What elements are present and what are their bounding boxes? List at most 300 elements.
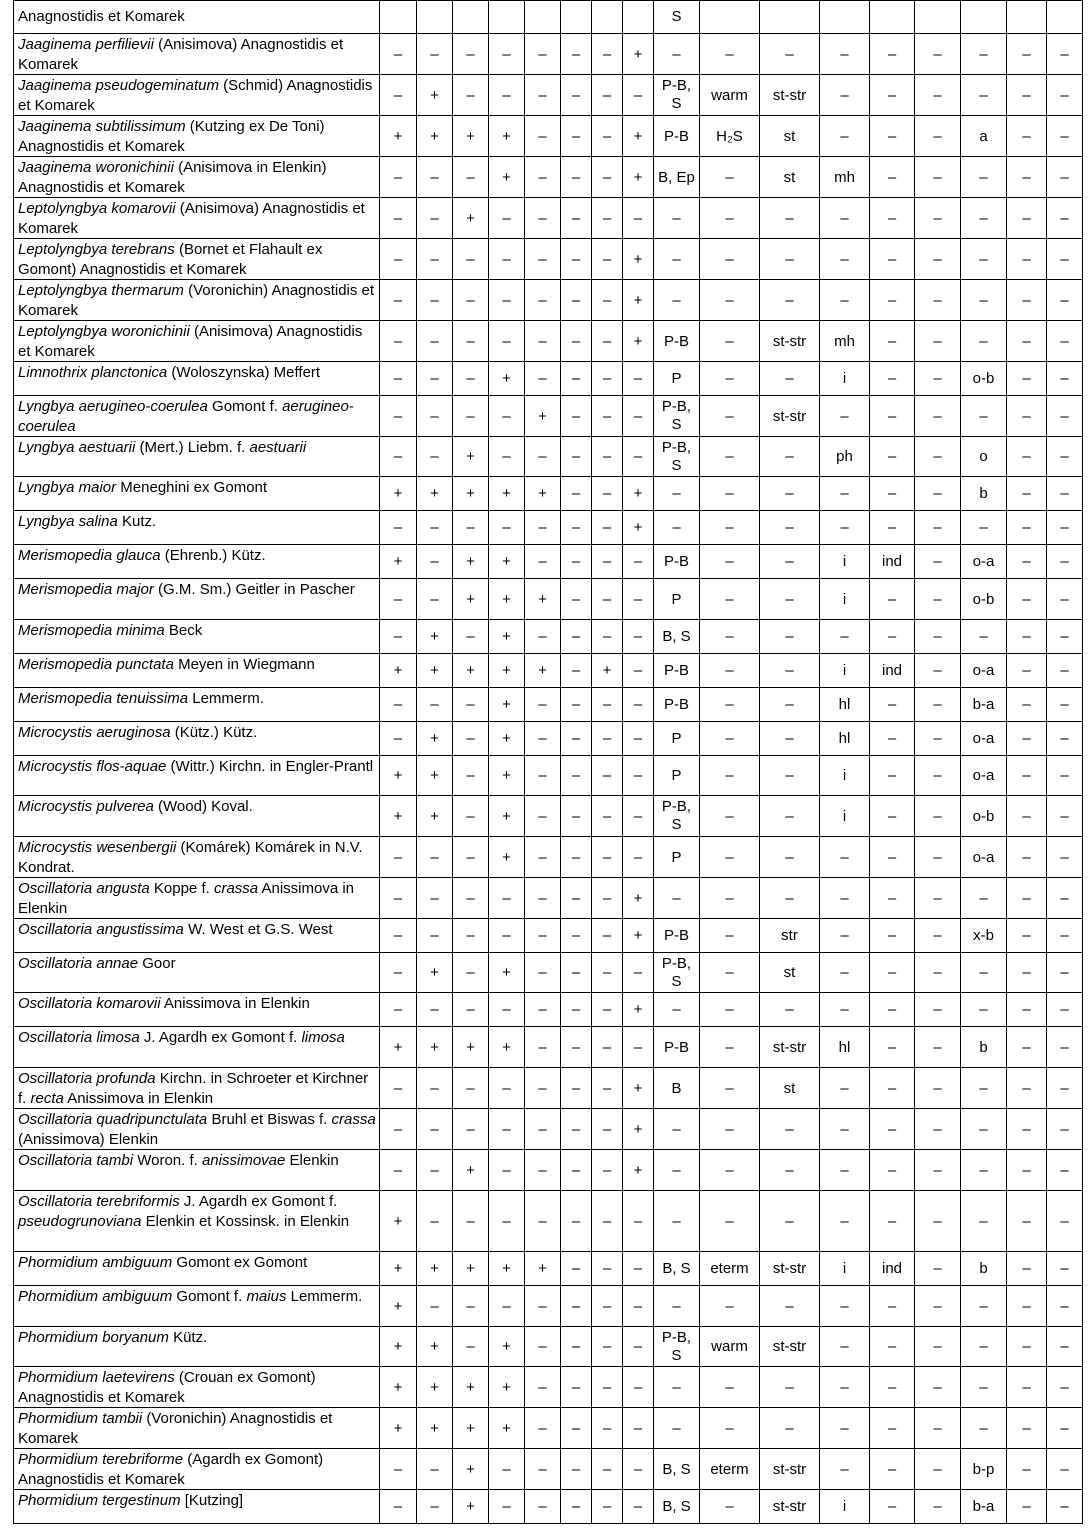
table-cell: – <box>592 437 623 477</box>
table-cell <box>915 1 961 34</box>
table-cell: – <box>489 511 525 545</box>
table-cell: – <box>592 579 623 620</box>
table-cell: + <box>489 116 525 157</box>
species-authority: (G.M. Sm.) Geitler in Pascher <box>153 581 355 598</box>
species-name-cell <box>14 579 380 620</box>
table-cell: – <box>961 1327 1007 1367</box>
table-cell: – <box>592 1408 623 1449</box>
table-cell: – <box>915 1027 961 1068</box>
table-cell: – <box>417 837 453 878</box>
table-cell: – <box>1007 1068 1047 1109</box>
table-cell: + <box>623 116 654 157</box>
species-name-cell <box>14 1109 380 1150</box>
species-epithet: Jaaginema perfilievii <box>18 36 154 53</box>
table-cell: + <box>417 1027 453 1068</box>
table-cell: + <box>623 511 654 545</box>
table-cell: – <box>417 280 453 321</box>
table-cell: – <box>961 396 1007 437</box>
table-cell: – <box>820 34 870 75</box>
table-cell: – <box>417 511 453 545</box>
species-name-cell <box>14 511 380 545</box>
table-cell: – <box>453 75 489 116</box>
table-cell: – <box>1007 437 1047 477</box>
table-cell: – <box>915 545 961 579</box>
table-cell: – <box>1047 1367 1083 1408</box>
table-cell: – <box>380 722 417 756</box>
table-cell: – <box>700 722 760 756</box>
table-cell: – <box>561 34 592 75</box>
table-cell: + <box>380 1408 417 1449</box>
species-epithet: Microcystis aeruginosa <box>18 724 171 741</box>
table-cell: – <box>700 919 760 953</box>
table-cell: – <box>870 321 915 362</box>
table-cell: – <box>592 198 623 239</box>
table-cell: – <box>623 437 654 477</box>
species-authority: Elenkin et Kossinsk. in Elenkin <box>141 1212 350 1230</box>
table-cell: – <box>760 1150 820 1191</box>
table-cell: + <box>417 1327 453 1367</box>
table-cell: – <box>820 953 870 993</box>
table-cell: – <box>623 654 654 688</box>
table-cell: – <box>592 1367 623 1408</box>
species-authority: (Wittr.) Kirchn. in Engler-Prantl <box>166 758 374 775</box>
table-cell: o-a <box>961 837 1007 878</box>
table-cell: b <box>961 1252 1007 1286</box>
species-authority: Koppe f. <box>149 880 214 897</box>
table-cell: – <box>525 34 561 75</box>
species-name-cell <box>14 1 380 34</box>
table-cell: + <box>417 654 453 688</box>
species-authority: Lemmerm. <box>188 690 264 707</box>
table-cell: – <box>380 579 417 620</box>
table-cell: – <box>760 1286 820 1327</box>
table-cell: – <box>489 1286 525 1327</box>
table-cell: – <box>380 1490 417 1524</box>
table-cell: – <box>489 1109 525 1150</box>
table-cell: – <box>820 1286 870 1327</box>
table-cell: – <box>623 1252 654 1286</box>
table-cell: – <box>760 1191 820 1252</box>
table-cell: – <box>453 878 489 919</box>
table-cell: – <box>1047 756 1083 796</box>
table-cell: – <box>417 437 453 477</box>
table-cell: – <box>525 1109 561 1150</box>
species-name-cell <box>14 919 380 953</box>
species-name-cell <box>14 157 380 198</box>
table-cell: – <box>525 688 561 722</box>
table-cell: – <box>525 1367 561 1408</box>
table-cell: – <box>1007 545 1047 579</box>
species-name-cell <box>14 1490 380 1524</box>
table-cell: – <box>870 1109 915 1150</box>
table-cell: – <box>561 878 592 919</box>
table-cell: – <box>1007 396 1047 437</box>
table-cell: – <box>623 75 654 116</box>
table-cell: – <box>525 1286 561 1327</box>
table-cell: – <box>654 993 700 1027</box>
table-cell: st-str <box>760 1252 820 1286</box>
table-cell: – <box>870 878 915 919</box>
table-cell: – <box>760 477 820 511</box>
table-cell: – <box>1007 1367 1047 1408</box>
table-cell: – <box>561 1327 592 1367</box>
table-cell: – <box>700 511 760 545</box>
table-cell: – <box>961 620 1007 654</box>
table-cell: i <box>820 362 870 396</box>
table-cell: – <box>820 1191 870 1252</box>
table-cell: – <box>870 157 915 198</box>
table-cell: – <box>1007 157 1047 198</box>
table-cell: – <box>453 1286 489 1327</box>
table-cell: – <box>1047 34 1083 75</box>
table-cell: – <box>525 620 561 654</box>
table-cell: – <box>525 545 561 579</box>
table-cell: – <box>870 477 915 511</box>
table-cell: + <box>623 919 654 953</box>
table-cell: – <box>417 362 453 396</box>
table-cell: – <box>820 993 870 1027</box>
table-cell: – <box>592 919 623 953</box>
species-authority: (Crouan ex Gomont) Anagnostidis et Komarek <box>18 1369 316 1406</box>
table-cell: – <box>820 878 870 919</box>
table-cell: – <box>592 722 623 756</box>
table-cell: + <box>489 157 525 198</box>
table-cell: – <box>700 1191 760 1252</box>
table-row <box>14 837 1083 878</box>
table-cell: + <box>453 116 489 157</box>
table-cell: hl <box>820 1027 870 1068</box>
table-cell: – <box>561 511 592 545</box>
table-cell: – <box>870 511 915 545</box>
table-cell: – <box>870 722 915 756</box>
table-cell: – <box>700 1490 760 1524</box>
species-authority: W. West et G.S. West <box>183 921 333 938</box>
table-cell: – <box>915 34 961 75</box>
table-cell: – <box>417 919 453 953</box>
table-cell: o-b <box>961 362 1007 396</box>
table-cell: – <box>1007 362 1047 396</box>
table-cell: – <box>1047 198 1083 239</box>
species-authority: Kutz. <box>117 513 157 530</box>
table-cell: – <box>525 878 561 919</box>
table-cell: – <box>915 579 961 620</box>
species-epithet: Jaaginema subtilissimum <box>18 118 186 135</box>
species-name-cell <box>14 1408 380 1449</box>
table-row <box>14 321 1083 362</box>
table-cell: P-B, S <box>654 953 700 993</box>
table-cell: – <box>417 1286 453 1327</box>
table-cell: + <box>489 756 525 796</box>
table-cell: – <box>489 75 525 116</box>
table-cell: – <box>700 545 760 579</box>
table-cell: – <box>820 75 870 116</box>
species-epithet: Lyngbya maior <box>18 479 117 496</box>
table-cell: – <box>700 1068 760 1109</box>
table-cell: str <box>760 919 820 953</box>
table-cell: B, Ep <box>654 157 700 198</box>
table-cell: hl <box>820 688 870 722</box>
table-cell: – <box>623 837 654 878</box>
species-epithet: Phormidium boryanum <box>18 1329 169 1346</box>
table-cell: – <box>1047 654 1083 688</box>
species-epithet: aerugineo-coerulea <box>18 398 354 435</box>
table-cell: – <box>489 280 525 321</box>
table-cell: – <box>870 198 915 239</box>
table-cell: – <box>820 1068 870 1109</box>
table-cell: P-B, S <box>654 396 700 437</box>
table-cell: – <box>1047 437 1083 477</box>
table-cell: – <box>915 198 961 239</box>
table-cell: – <box>820 239 870 280</box>
table-cell: + <box>453 579 489 620</box>
table-cell: P <box>654 579 700 620</box>
species-name-cell <box>14 722 380 756</box>
species-name-cell <box>14 321 380 362</box>
species-authority: Anissimova in Elenkin <box>160 995 310 1012</box>
table-cell: – <box>820 1408 870 1449</box>
table-cell: – <box>1007 837 1047 878</box>
table-cell: ind <box>870 654 915 688</box>
table-cell: – <box>525 280 561 321</box>
table-cell: – <box>760 620 820 654</box>
table-cell: – <box>417 579 453 620</box>
table-cell: – <box>561 1367 592 1408</box>
table-cell: – <box>417 878 453 919</box>
table-cell: – <box>623 1408 654 1449</box>
species-name-cell <box>14 437 380 477</box>
table-cell: – <box>453 796 489 837</box>
species-authority: (Wood) Koval. <box>153 798 253 815</box>
table-cell: – <box>623 1327 654 1367</box>
table-cell: – <box>561 1449 592 1490</box>
species-authority: (Woloszynska) Meffert <box>167 364 321 381</box>
table-cell: – <box>1007 1286 1047 1327</box>
table-cell: – <box>453 34 489 75</box>
table-cell <box>380 1 417 34</box>
table-cell: + <box>489 579 525 620</box>
table-cell: – <box>870 620 915 654</box>
table-cell: – <box>1047 1191 1083 1252</box>
table-cell: – <box>561 362 592 396</box>
table-cell: – <box>700 1367 760 1408</box>
table-cell: – <box>1047 620 1083 654</box>
table-cell <box>1007 1 1047 34</box>
table-row <box>14 1367 1083 1408</box>
table-cell: – <box>561 688 592 722</box>
table-cell: + <box>525 477 561 511</box>
table-cell: P-B <box>654 545 700 579</box>
table-cell: – <box>592 157 623 198</box>
table-cell: – <box>561 953 592 993</box>
table-cell: – <box>380 157 417 198</box>
table-cell: – <box>489 1068 525 1109</box>
table-cell: B <box>654 1068 700 1109</box>
table-cell: – <box>417 396 453 437</box>
table-cell: – <box>592 1490 623 1524</box>
table-cell <box>1047 1 1083 34</box>
table-cell: – <box>961 34 1007 75</box>
table-cell: + <box>453 198 489 239</box>
table-cell: + <box>525 579 561 620</box>
table-cell: – <box>915 1286 961 1327</box>
species-authority: (Agardh ex Gomont) Anagnostidis et Komarek <box>18 1451 324 1488</box>
table-cell: – <box>1007 198 1047 239</box>
table-cell: – <box>760 1109 820 1150</box>
table-cell: – <box>525 511 561 545</box>
table-cell: – <box>453 620 489 654</box>
table-row <box>14 688 1083 722</box>
table-cell: – <box>915 280 961 321</box>
table-cell: – <box>1007 579 1047 620</box>
table-cell: – <box>380 437 417 477</box>
table-cell: – <box>489 993 525 1027</box>
species-name-cell <box>14 1068 380 1109</box>
table-cell: – <box>700 1027 760 1068</box>
table-cell: – <box>592 239 623 280</box>
table-cell: – <box>654 1286 700 1327</box>
table-cell: – <box>561 1068 592 1109</box>
table-cell: + <box>489 477 525 511</box>
table-cell: – <box>700 157 760 198</box>
table-cell: – <box>592 1252 623 1286</box>
species-authority: (Kutzing ex De Toni) Anagnostidis et Komarek <box>18 118 325 155</box>
table-cell: – <box>380 34 417 75</box>
table-cell: – <box>1047 477 1083 511</box>
table-cell: – <box>961 1408 1007 1449</box>
table-cell: – <box>915 239 961 280</box>
species-authority: (Voronichin) Anagnostidis et Komarek <box>18 282 375 319</box>
species-authority: Elenkin <box>285 1152 339 1169</box>
table-cell <box>489 1 525 34</box>
table-cell: – <box>417 198 453 239</box>
table-cell: – <box>820 198 870 239</box>
table-row <box>14 437 1083 477</box>
table-cell: – <box>700 993 760 1027</box>
species-epithet: Oscillatoria limosa <box>18 1029 140 1046</box>
table-cell: – <box>870 1191 915 1252</box>
species-authority: Gomont f. <box>207 398 283 415</box>
table-cell: – <box>915 116 961 157</box>
species-authority: (Anissimova) Elenkin <box>18 1130 159 1148</box>
table-cell: – <box>700 953 760 993</box>
table-cell: – <box>961 878 1007 919</box>
table-cell: P-B, S <box>654 796 700 837</box>
species-authority: (Voronichin) Anagnostidis et Komarek <box>18 1410 333 1447</box>
table-cell: – <box>453 837 489 878</box>
table-cell: – <box>870 116 915 157</box>
table-cell: – <box>1047 280 1083 321</box>
table-cell: – <box>525 756 561 796</box>
table-cell: + <box>592 654 623 688</box>
table-cell: B, S <box>654 620 700 654</box>
species-authority: (Anisimova in Elenkin) Anagnostidis et Komarek <box>18 159 327 196</box>
table-cell: – <box>870 34 915 75</box>
table-cell: – <box>915 437 961 477</box>
table-cell: – <box>592 1286 623 1327</box>
table-cell: + <box>489 620 525 654</box>
species-name-cell <box>14 837 380 878</box>
table-cell: + <box>417 953 453 993</box>
table-cell: – <box>489 1490 525 1524</box>
table-cell: + <box>380 1191 417 1252</box>
table-cell: o-a <box>961 654 1007 688</box>
table-cell: – <box>760 756 820 796</box>
table-cell: – <box>1007 280 1047 321</box>
table-cell: – <box>915 362 961 396</box>
table-cell: i <box>820 579 870 620</box>
table-cell: + <box>453 1490 489 1524</box>
table-cell: + <box>489 837 525 878</box>
species-epithet: Limnothrix planctonica <box>18 364 168 381</box>
table-cell: – <box>1007 321 1047 362</box>
table-row <box>14 796 1083 837</box>
table-cell: – <box>820 1109 870 1150</box>
species-name-cell <box>14 1449 380 1490</box>
table-cell: – <box>561 477 592 511</box>
table-cell: – <box>654 1408 700 1449</box>
table-row <box>14 620 1083 654</box>
table-cell: – <box>1007 756 1047 796</box>
table-cell: – <box>525 1150 561 1191</box>
table-cell: – <box>915 157 961 198</box>
species-epithet: Leptolyngbya thermarum <box>18 282 184 299</box>
table-cell: – <box>453 1068 489 1109</box>
table-cell: i <box>820 756 870 796</box>
table-cell: – <box>820 511 870 545</box>
table-cell: – <box>592 321 623 362</box>
table-cell: – <box>760 511 820 545</box>
table-cell: – <box>380 688 417 722</box>
species-authority: (Anisimova) Anagnostidis et Komarek <box>18 36 344 73</box>
table-cell: – <box>1047 953 1083 993</box>
table-cell: – <box>915 1252 961 1286</box>
table-cell <box>623 1 654 34</box>
table-cell: – <box>654 280 700 321</box>
table-cell: – <box>561 1109 592 1150</box>
table-cell: – <box>1007 1191 1047 1252</box>
species-authority: (Ehrenb.) Kütz. <box>160 547 266 564</box>
table-cell: a <box>961 116 1007 157</box>
table-cell: – <box>561 198 592 239</box>
table-cell: – <box>1007 620 1047 654</box>
table-cell: – <box>654 239 700 280</box>
species-epithet: Merismopedia minima <box>18 622 165 639</box>
table-cell: – <box>820 1150 870 1191</box>
table-cell: – <box>561 837 592 878</box>
species-name-cell <box>14 756 380 796</box>
species-epithet: Oscillatoria terebriformis <box>18 1193 180 1210</box>
table-cell: – <box>592 796 623 837</box>
table-cell: + <box>489 1027 525 1068</box>
table-cell: – <box>453 1109 489 1150</box>
table-cell: – <box>417 993 453 1027</box>
table-cell: – <box>870 1327 915 1367</box>
table-cell: – <box>453 321 489 362</box>
table-row <box>14 654 1083 688</box>
table-cell: – <box>525 321 561 362</box>
table-cell: – <box>561 1490 592 1524</box>
species-authority: (Schmid) Anagnostidis et Komarek <box>18 77 373 114</box>
table-cell: st-str <box>760 75 820 116</box>
species-epithet: Oscillatoria tambi <box>18 1152 134 1169</box>
table-cell: + <box>417 116 453 157</box>
table-cell: – <box>915 1191 961 1252</box>
table-cell: – <box>961 1068 1007 1109</box>
table-cell: – <box>561 280 592 321</box>
table-cell: – <box>961 1109 1007 1150</box>
table-cell: – <box>1047 579 1083 620</box>
table-cell: – <box>915 620 961 654</box>
